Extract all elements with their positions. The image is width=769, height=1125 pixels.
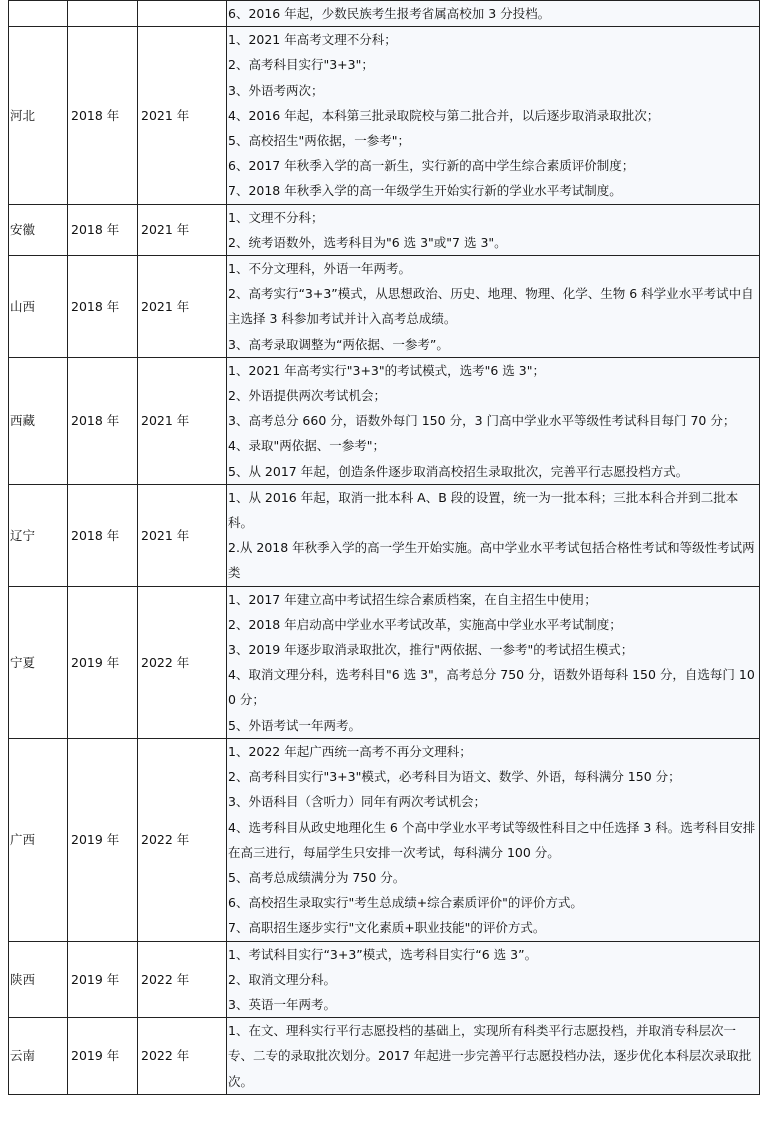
table-row: [9, 1018, 760, 1095]
province-cell: 辽宁: [9, 484, 68, 586]
table-row: [9, 738, 760, 941]
reform-item: 3、2019 年逐步取消录取批次，推行"两依据、一参考"的考试招生模式；: [228, 642, 634, 658]
reform-item: 4、取消文理分科，选考科目"6 选 3"，高考总分 750 分，语数外语每科 150 分，自选每门 100 分；: [228, 667, 755, 708]
start-year-cell: 2018 年: [68, 204, 138, 255]
implementation-year-cell: [138, 1, 227, 27]
province-cell: 广西: [9, 738, 68, 941]
reform-content-cell: [227, 1, 760, 27]
reform-table: [8, 0, 760, 1095]
province-cell: 山西: [9, 256, 68, 358]
reform-item: 1、2017 年建立高中考试招生综合素质档案，在自主招生中使用；: [228, 591, 597, 607]
start-year-cell: 2018 年: [68, 357, 138, 484]
start-year-cell: 2018 年: [68, 484, 138, 586]
reform-item: 5、高考总成绩满分为 750 分。: [228, 869, 406, 885]
reform-content-cell: [227, 256, 760, 358]
table-row: [9, 27, 760, 204]
reform-item: 6、高校招生录取实行"考生总成绩+综合素质评价"的评价方式。: [228, 895, 583, 911]
reform-item: 1、考试科目实行“3+3”模式，选考科目实行“6 选 3”。: [228, 946, 538, 962]
reform-item: 1、2021 年高考实行"3+3"的考试模式，选考"6 选 3"；: [228, 362, 545, 378]
reform-item: 3、英语一年两考。: [228, 996, 336, 1012]
province-cell: 河北: [9, 27, 68, 204]
reform-item: 5、从 2017 年起，创造条件逐步取消高校招生录取批次，完善平行志愿投档方式。: [228, 463, 689, 479]
reform-item: 2、取消文理分科。: [228, 971, 336, 987]
reform-item: 1、2022 年起广西统一高考不再分文理科；: [228, 743, 472, 759]
table-row: [9, 357, 760, 484]
reform-item: 2、统考语数外，选考科目为"6 选 3"或"7 选 3"。: [228, 234, 507, 250]
reform-content-cell: [227, 484, 760, 586]
start-year-cell: 2018 年: [68, 27, 138, 204]
reform-item: 6、2016 年起，少数民族考生报考省属高校加 3 分投档。: [228, 6, 551, 21]
reform-item: 7、2018 年秋季入学的高一年级学生开始实行新的学业水平考试制度。: [228, 183, 622, 199]
reform-item: 5、外语考试一年两考。: [228, 717, 361, 733]
start-year-cell: 2019 年: [68, 1018, 138, 1095]
reform-item: 4、2016 年起，本科第三批录取院校与第二批合并，以后逐步取消录取批次；: [228, 107, 660, 123]
reform-item: 3、高考录取调整为“两依据、一参考”。: [228, 336, 449, 352]
reform-item: 1、2021 年高考文理不分科；: [228, 32, 397, 48]
implementation-year-cell: 2021 年: [138, 27, 227, 204]
reform-item: 1、不分文理科，外语一年两考。: [228, 261, 411, 277]
implementation-year-cell: 2022 年: [138, 1018, 227, 1095]
reform-item: 6、2017 年秋季入学的高一新生，实行新的高中学生综合素质评价制度；: [228, 158, 635, 174]
province-cell: 宁夏: [9, 586, 68, 738]
province-cell: 安徽: [9, 204, 68, 255]
reform-item: 4、录取"两依据、一参考"；: [228, 438, 385, 454]
table-row: [9, 204, 760, 255]
reform-item: 2、2018 年启动高中学业水平考试改革，实施高中学业水平考试制度；: [228, 616, 622, 632]
reform-item: 2、外语提供两次考试机会；: [228, 388, 386, 404]
reform-item: 1、在文、理科实行平行志愿投档的基础上，实现所有科类平行志愿投档，并取消专科层次一专、二专的录取批次划分。2017 年起进一步完善平行志愿投档办法，逐步优化本科层次录取批次。: [228, 1023, 752, 1089]
reform-item: 1、从 2016 年起，取消一批本科 A、B 段的设置，统一为一批本科；三批本科合并到二批本科。: [228, 489, 739, 531]
start-year-cell: 2018 年: [68, 256, 138, 358]
reform-content-cell: [227, 27, 760, 204]
implementation-year-cell: 2022 年: [138, 738, 227, 941]
province-cell: [9, 1, 68, 27]
reform-content-cell: [227, 586, 760, 738]
reform-content-cell: [227, 738, 760, 941]
reform-content-cell: [227, 941, 760, 1018]
reform-item: 2、高考实行“3+3”模式，从思想政治、历史、地理、物理、化学、生物 6 科学业水平考试中自主选择 3 科参加考试并计入高考总成绩。: [228, 286, 754, 327]
table-row: [9, 256, 760, 358]
province-cell: 西藏: [9, 357, 68, 484]
implementation-year-cell: 2021 年: [138, 204, 227, 255]
reform-content-cell: [227, 204, 760, 255]
reform-item: 4、选考科目从政史地理化生 6 个高中学业水平考试等级性科目之中任选择 3 科。选考科目安排在高三进行，每届学生只安排一次考试，每科满分 100 分。: [228, 819, 756, 860]
implementation-year-cell: 2022 年: [138, 941, 227, 1018]
reform-table-body: [9, 1, 760, 1095]
reform-content-cell: [227, 357, 760, 484]
province-cell: 陕西: [9, 941, 68, 1018]
province-cell: 云南: [9, 1018, 68, 1095]
implementation-year-cell: 2021 年: [138, 357, 227, 484]
start-year-cell: [68, 1, 138, 27]
reform-item: 3、高考总分 660 分，语数外每门 150 分，3 门高中学业水平等级性考试科目每门 70 分；: [228, 413, 736, 429]
implementation-year-cell: 2021 年: [138, 256, 227, 358]
table-row: [9, 1, 760, 27]
reform-item: 2.从 2018 年秋季入学的高一学生开始实施。高中学业水平考试包括合格性考试和等级性考试两类: [228, 540, 755, 581]
implementation-year-cell: 2021 年: [138, 484, 227, 586]
reform-item: 2、高考科目实行"3+3"；: [228, 57, 374, 73]
reform-item: 1、文理不分科；: [228, 209, 324, 225]
reform-item: 3、外语考两次；: [228, 82, 324, 98]
reform-content-cell: [227, 1018, 760, 1095]
start-year-cell: 2019 年: [68, 738, 138, 941]
table-row: [9, 941, 760, 1018]
start-year-cell: 2019 年: [68, 941, 138, 1018]
table-row: [9, 586, 760, 738]
implementation-year-cell: 2022 年: [138, 586, 227, 738]
reform-item: 2、高考科目实行"3+3"模式，必考科目为语文、数学、外语，每科满分 150 分；: [228, 769, 681, 785]
reform-item: 3、外语科目（含听力）同年有两次考试机会；: [228, 794, 486, 810]
reform-item: 5、高校招生"两依据，一参考"；: [228, 133, 410, 149]
table-row: [9, 484, 760, 586]
start-year-cell: 2019 年: [68, 586, 138, 738]
reform-item: 7、高职招生逐步实行"文化素质+职业技能"的评价方式。: [228, 920, 546, 936]
